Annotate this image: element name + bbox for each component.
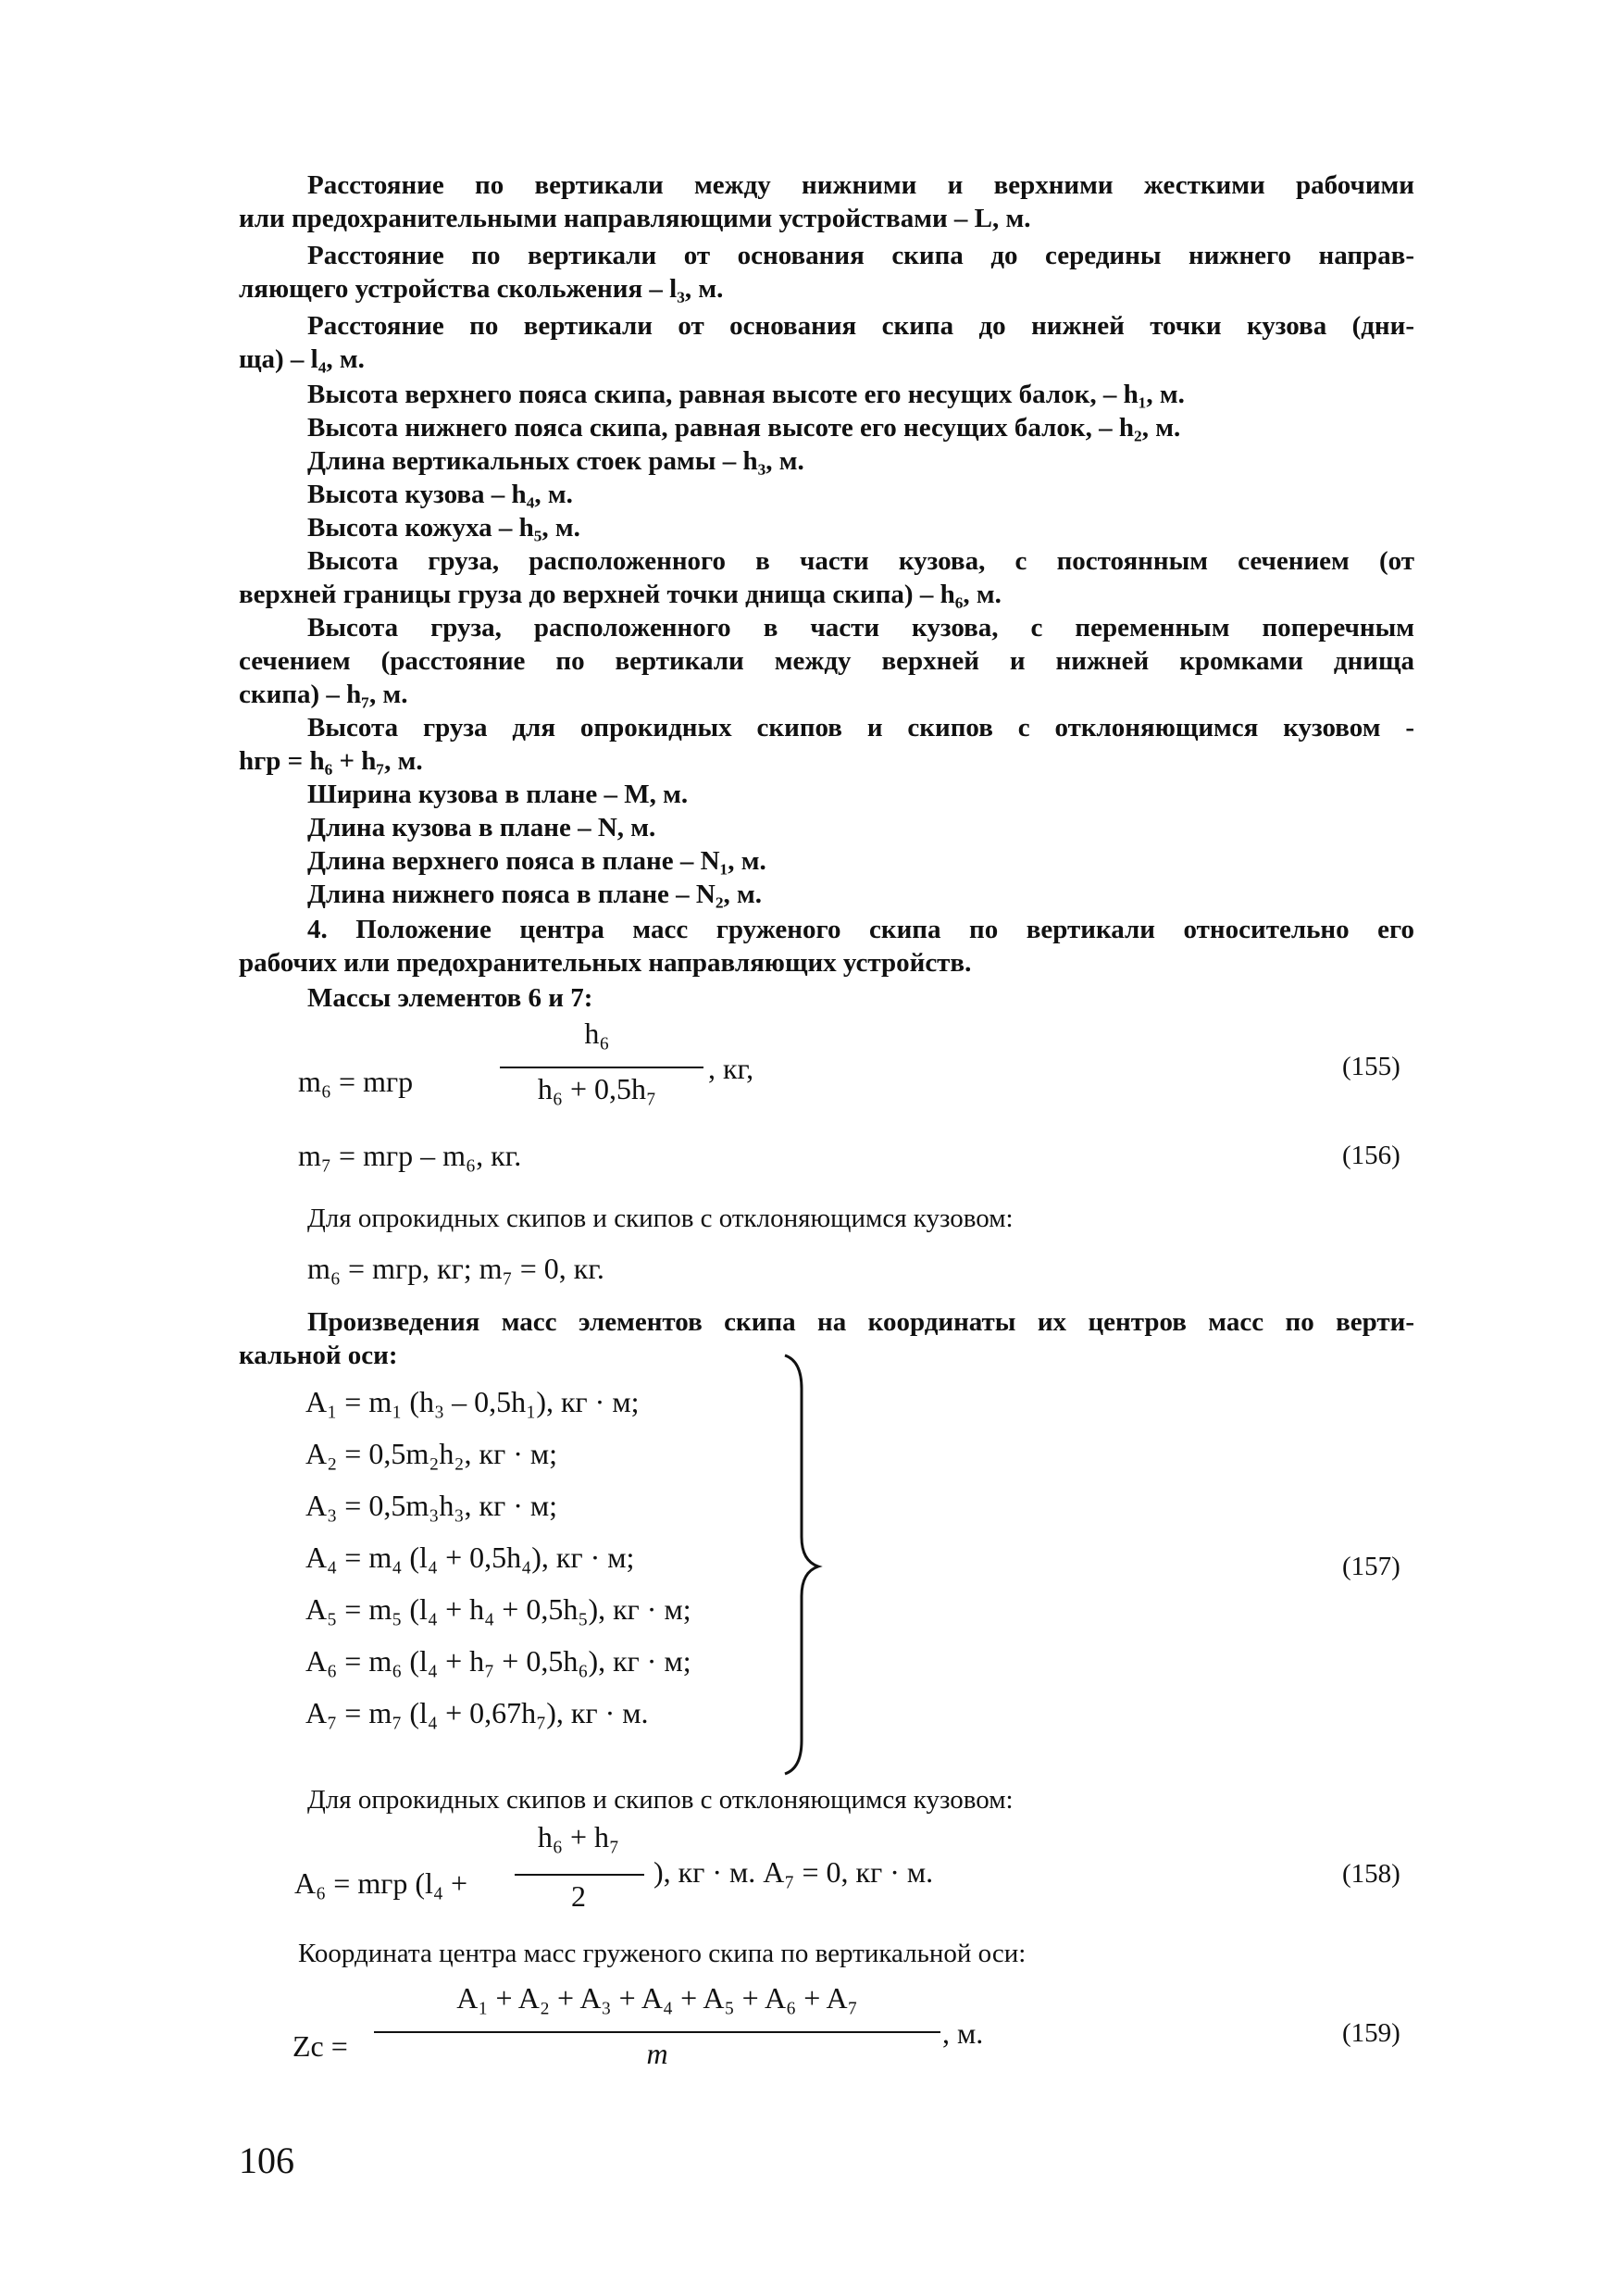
equation-line: A₃ = 0,5m₃h₃, кг · м;: [305, 1489, 557, 1522]
equation-number: (155): [1342, 1052, 1400, 1081]
fraction-numerator: A₁ + A₂ + A₃ + A₄ + A₅ + A₆ + A₇: [456, 1981, 858, 2015]
page-number: 106: [239, 2140, 294, 2181]
paragraph-line: Расстояние по вертикали от основания скипа до нижней точки кузова (дни-: [307, 311, 1414, 341]
equation-lhs: Zc =: [292, 2029, 348, 2063]
paragraph: [239, 239, 1414, 306]
fraction-bar: [515, 1874, 644, 1876]
fraction-bar: [374, 2031, 940, 2033]
text-line: Для опрокидных скипов и скипов с отклоняющимся кузовом:: [307, 1785, 1014, 1815]
paragraph-line: Высота груза, расположенного в части кузова, с переменным поперечным: [307, 613, 1414, 643]
equation-tail: , м.: [942, 2016, 984, 2050]
text-line: Высота кожуха – h₅, м.: [307, 513, 580, 543]
text-line: Для опрокидных скипов и скипов с отклоняющимся кузовом:: [307, 1204, 1014, 1233]
paragraph-line: скипа) – h₇, м.: [239, 680, 408, 709]
paragraph: [239, 711, 1414, 778]
text-line: Высота верхнего пояса скипа, равная высоте его несущих балок, – h₁, м.: [307, 380, 1185, 409]
paragraph: [239, 168, 1414, 235]
paragraph-line: рабочих или предохранительных направляющих устройств.: [239, 948, 972, 978]
equation-tail: , кг,: [708, 1052, 754, 1085]
text-line: Длина нижнего пояса в плане – N₂, м.: [307, 880, 763, 909]
equation-line: A₇ = m₇ (l₄ + 0,67h₇), кг · м.: [305, 1696, 649, 1729]
section-heading: [239, 913, 1414, 980]
equation-line: A₁ = m₁ (h₃ – 0,5h₁), кг · м;: [305, 1385, 640, 1418]
paragraph-line: кальной оси:: [239, 1341, 398, 1370]
equation-number: (159): [1342, 2018, 1400, 2048]
equation-number: (158): [1342, 1859, 1400, 1889]
text-line: Высота нижнего пояса скипа, равная высоте его несущих балок, – h₂, м.: [307, 413, 1181, 443]
fraction-bar: [500, 1067, 703, 1068]
equation: m₇ = mгр – m₆, кг.: [298, 1139, 522, 1172]
text-line: Длина верхнего пояса в плане – N₁, м.: [307, 846, 766, 876]
text-line: Длина вертикальных стоек рамы – h₃, м.: [307, 446, 804, 476]
paragraph-line: ща) – l₄, м.: [239, 344, 365, 374]
paragraph-line: 4. Положение центра масс груженого скипа по вертикали относительно его: [307, 915, 1414, 944]
paragraph-line: или предохранительными направляющими устройствами – L, м.: [239, 204, 1031, 233]
paragraph-line: ляющего устройства скольжения – l₃, м.: [239, 274, 724, 304]
equation-line: A₄ = m₄ (l₄ + 0,5h₄), кг · м;: [305, 1541, 635, 1574]
paragraph-line: Расстояние по вертикали от основания скипа до середины нижнего направ-: [307, 241, 1414, 270]
text-line: Ширина кузова в плане – M, м.: [307, 780, 689, 809]
equation-number: (156): [1342, 1141, 1400, 1170]
paragraph: [239, 309, 1414, 376]
paragraph: [239, 544, 1414, 611]
text-line: Длина кузова в плане – N, м.: [307, 813, 656, 842]
equation-line: A₅ = m₅ (l₄ + h₄ + 0,5h₅), кг · м;: [305, 1592, 691, 1626]
fraction-numerator: h₆: [584, 1017, 610, 1050]
equation: m₆ = mгр, кг; m₇ = 0, кг.: [307, 1252, 604, 1285]
paragraph-line: верхней границы груза до верхней точки днища скипа) – h₆, м.: [239, 580, 1002, 609]
equation-line: A₂ = 0,5m₂h₂, кг · м;: [305, 1437, 557, 1470]
fraction-denominator: m: [646, 2037, 668, 2070]
fraction-numerator: h₆ + h₇: [537, 1820, 620, 1853]
equation-number: (157): [1342, 1552, 1400, 1581]
fraction-denominator: h₆ + 0,5h₇: [537, 1072, 657, 1105]
paragraph: [239, 611, 1414, 711]
paragraph-line: сечением (расстояние по вертикали между верхней и нижней кромками днища: [239, 646, 1414, 676]
text-line: Координата центра масс груженого скипа по вертикальной оси:: [298, 1939, 1027, 1968]
fraction-denominator: 2: [571, 1879, 586, 1913]
equation-lhs: A₆ = mгр (l₄ +: [294, 1866, 468, 1900]
paragraph-line: Высота груза, расположенного в части кузова, с постоянным сечением (от: [307, 546, 1414, 576]
paragraph-line: Высота груза для опрокидных скипов и скипов с отклоняющимся кузовом -: [307, 713, 1414, 742]
equation-line: A₆ = m₆ (l₄ + h₇ + 0,5h₆), кг · м;: [305, 1644, 691, 1678]
text-line: Массы элементов 6 и 7:: [307, 983, 593, 1013]
paragraph-line: Расстояние по вертикали между нижними и верхними жесткими рабочими: [307, 170, 1414, 200]
equation-lhs: m₆ = mгр: [298, 1065, 414, 1098]
text-line: Высота кузова – h₄, м.: [307, 480, 573, 509]
paragraph-line: Произведения масс элементов скипа на координаты их центров масс по верти-: [307, 1307, 1414, 1337]
paragraph-line: hгр = h₆ + h₇, м.: [239, 746, 423, 776]
equation-tail: ), кг · м. A₇ = 0, кг · м.: [653, 1855, 934, 1889]
right-brace: [778, 1352, 833, 1778]
